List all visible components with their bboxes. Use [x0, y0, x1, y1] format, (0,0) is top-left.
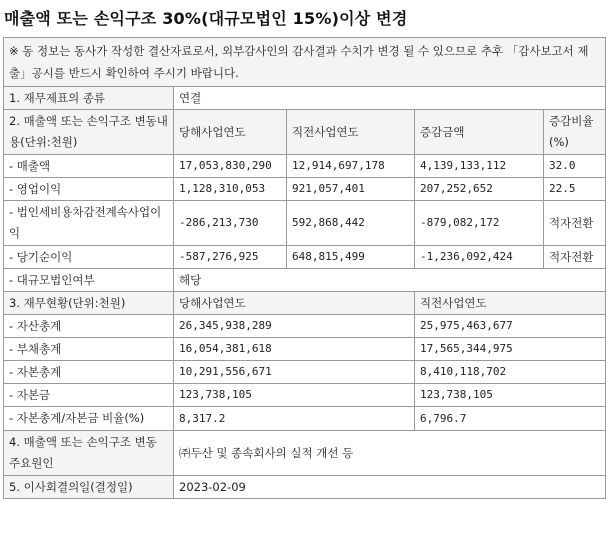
table-row	[4, 361, 606, 384]
table-row	[4, 155, 606, 178]
col-current-year: 당해사업연도	[174, 110, 287, 155]
current-value: 10,291,556,671	[174, 361, 415, 384]
current-value: 123,738,105	[174, 384, 415, 407]
prior-value: 123,738,105	[415, 384, 606, 407]
prior-value: 8,410,118,702	[415, 361, 606, 384]
prior-value: 921,057,401	[287, 178, 415, 201]
row-label: - 자본총계/자본금 비율(%)	[4, 407, 174, 431]
fin-col-prior-year: 직전사업연도	[415, 292, 606, 315]
large-corp-value: 해당	[174, 269, 606, 292]
row-label: - 영업이익	[4, 178, 174, 201]
statement-type-value: 연결	[174, 87, 606, 110]
diff-value: -1,236,092,424	[415, 246, 544, 269]
rate-value: 적자전환	[544, 201, 606, 246]
notice-text: ※ 동 정보는 동사가 작성한 결산자료로서, 외부감사인의 감사결과 수치가 변경 될 수 있으므로 추후 「감사보고서 제출」공시를 반드시 확인하여 주시기 바랍니다.	[4, 38, 606, 87]
page-title: 매출액 또는 손익구조 30%(대규모법인 15%)이상 변경	[4, 9, 408, 28]
notice-row	[4, 38, 606, 87]
statement-type-row	[4, 87, 606, 110]
change-section-label: 2. 매출액 또는 손익구조 변동내용(단위:천원)	[4, 110, 174, 155]
financial-header-row	[4, 292, 606, 315]
row-label: - 당기순이익	[4, 246, 174, 269]
board-date-value: 2023-02-09	[174, 476, 606, 499]
board-date-label: 5. 이사회결의일(결정일)	[4, 476, 174, 499]
table-row	[4, 315, 606, 338]
row-label: - 법인세비용차감전계속사업이익	[4, 201, 174, 246]
cause-row	[4, 431, 606, 476]
rate-value: 32.0	[544, 155, 606, 178]
cause-value: ㈜두산 및 종속회사의 실적 개선 등	[174, 431, 606, 476]
diff-value: 207,252,652	[415, 178, 544, 201]
row-label: - 자산총계	[4, 315, 174, 338]
table-row	[4, 407, 606, 431]
table-row	[4, 384, 606, 407]
current-value: -286,213,730	[174, 201, 287, 246]
cause-label: 4. 매출액 또는 손익구조 변동 주요원인	[4, 431, 174, 476]
fin-col-current-year: 당해사업연도	[174, 292, 415, 315]
row-label: - 자본금	[4, 384, 174, 407]
rate-value: 적자전환	[544, 246, 606, 269]
disclosure-table	[3, 37, 606, 499]
current-value: 16,054,381,618	[174, 338, 415, 361]
large-corp-row	[4, 269, 606, 292]
large-corp-label: - 대규모법인여부	[4, 269, 174, 292]
prior-value: 6,796.7	[415, 407, 606, 431]
prior-value: 17,565,344,975	[415, 338, 606, 361]
table-row	[4, 338, 606, 361]
prior-value: 648,815,499	[287, 246, 415, 269]
col-rate: 증감비율 (%)	[544, 110, 606, 155]
rate-value: 22.5	[544, 178, 606, 201]
row-label: - 부채총계	[4, 338, 174, 361]
board-date-row	[4, 476, 606, 499]
prior-value: 12,914,697,178	[287, 155, 415, 178]
table-row	[4, 178, 606, 201]
current-value: 8,317.2	[174, 407, 415, 431]
prior-value: 25,975,463,677	[415, 315, 606, 338]
col-difference: 증감금액	[415, 110, 544, 155]
current-value: 26,345,938,289	[174, 315, 415, 338]
change-header-row	[4, 110, 606, 155]
current-value: 1,128,310,053	[174, 178, 287, 201]
current-value: -587,276,925	[174, 246, 287, 269]
col-prior-year: 직전사업연도	[287, 110, 415, 155]
row-label: - 매출액	[4, 155, 174, 178]
diff-value: -879,082,172	[415, 201, 544, 246]
financial-section-label: 3. 재무현황(단위:천원)	[4, 292, 174, 315]
current-value: 17,053,830,290	[174, 155, 287, 178]
row-label: - 자본총계	[4, 361, 174, 384]
prior-value: 592,868,442	[287, 201, 415, 246]
diff-value: 4,139,133,112	[415, 155, 544, 178]
statement-type-label: 1. 재무제표의 종류	[4, 87, 174, 110]
table-row	[4, 201, 606, 246]
table-row	[4, 246, 606, 269]
